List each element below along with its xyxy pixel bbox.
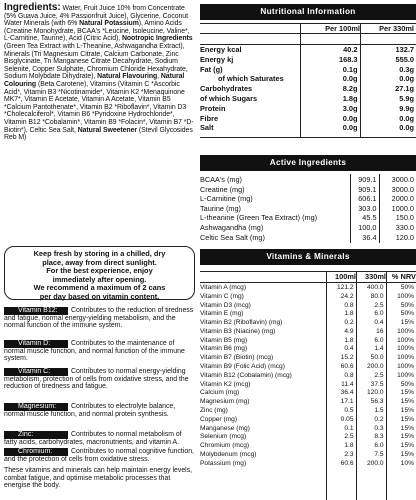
active-label: Taurine (mg) [200, 203, 241, 213]
vitamin-value-330ml: 50.0 [356, 354, 386, 363]
vitamin-row [200, 389, 416, 398]
vitamin-value-nrv: 15% [386, 425, 416, 434]
vitamin-value-100ml: 60.6 [326, 363, 356, 372]
vitamin-row [200, 328, 416, 337]
active-table [200, 175, 416, 242]
vitamin-label: Vitamin B12 (Cobalamin) (mcg) [200, 371, 292, 379]
vitamin-value-100ml: 60.6 [326, 460, 356, 469]
vitamin-value-nrv: 50% [386, 284, 416, 293]
nutrition-value-100ml: 8.2g [300, 84, 360, 94]
vitamin-value-100ml: 17.1 [326, 398, 356, 407]
claim-text: Contributes to the reduction of tiredness and fatigue, normal energy-yielding metabolism, and the normal function of the immune system. [4, 307, 194, 330]
active-label: L-Carnitine (mg) [200, 194, 253, 204]
storage-line: For the best experience, enjoy [46, 266, 153, 276]
storage-box [4, 246, 195, 300]
ingredients-heading: Ingredients: [4, 2, 61, 13]
claim-vitamin-d [4, 340, 196, 363]
nutrition-value-100ml: 0.0g [300, 74, 360, 84]
active-row [200, 223, 416, 233]
active-value-100ml: 45.5 [350, 213, 379, 223]
vitamin-value-nrv: 50% [386, 310, 416, 319]
vitamin-label: Vitamin B9 (Folic Acid) (mcg) [200, 363, 285, 371]
vitamin-label: Molybdenum (mcg) [200, 450, 257, 458]
ingredients-bold: Natural Potassium [79, 20, 139, 28]
active-value-100ml: 303.0 [350, 204, 379, 214]
claim-text: Contributes to normal energy-yielding metabolism, protection of cells from oxidative stress, and the reduction of tiredness and fatigue. [4, 368, 189, 391]
vitamin-value-330ml: 6.0 [356, 310, 386, 319]
nutrition-value-100ml: 1.8g [300, 94, 360, 104]
vitamin-value-100ml: 121.2 [326, 284, 356, 293]
active-value-330ml: 3000.0 [379, 185, 416, 195]
vitamin-value-nrv: 10% [386, 460, 416, 469]
nutrition-value-330ml: 27.1g [360, 84, 416, 94]
nutrition-row [200, 65, 416, 75]
active-label: Ashwagandha (mg) [200, 222, 264, 232]
nutrition-value-330ml: 0.3g [360, 65, 416, 75]
active-value-330ml: 3000.0 [379, 175, 416, 185]
claim-tag: Vitamin B12: [4, 307, 68, 315]
vitamin-value-nrv: 100% [386, 337, 416, 346]
vitamin-label: Copper (mg) [200, 415, 238, 423]
nutrition-label: Carbohydrates [200, 84, 253, 94]
vitamins-col-100ml: 100ml [335, 272, 356, 281]
vitamin-value-100ml: 0.5 [326, 407, 356, 416]
active-value-100ml: 909.1 [350, 175, 379, 185]
vitamin-value-330ml: 120.0 [356, 389, 386, 398]
nutrition-label: Protein [200, 103, 226, 113]
storage-line: place, away from direct sunlight. [42, 257, 157, 267]
vitamin-value-330ml: 200.0 [356, 460, 386, 469]
nutrition-label: of which Sugars [200, 93, 258, 103]
vitamin-label: Manganese (mg) [200, 424, 250, 432]
claim-text: Contributes to the maintenance of normal muscle function, and normal function of the immune system. [4, 340, 185, 363]
vitamin-row [200, 319, 416, 328]
vitamin-value-nrv: 100% [386, 328, 416, 337]
vitamin-row [200, 345, 416, 354]
vitamin-value-nrv: 50% [386, 381, 416, 390]
nutrition-label: Energy kcal [200, 45, 242, 54]
nutrition-value-330ml: 555.0 [360, 55, 416, 65]
claim-zinc [4, 431, 196, 446]
active-value-330ml: 1000.0 [379, 204, 416, 214]
vitamin-value-nrv: 100% [386, 372, 416, 381]
vitamin-value-330ml: 1.4 [356, 345, 386, 354]
nutrition-col-330ml: Per 330ml [379, 24, 414, 33]
ingredients-segment: (Green Tea Extract with L-Theanine, Ashwagandha Extract), Minerals (Tri Magnesium Citrate, Calcium Carbonate, Zinc Bisglycinate, Tri Manganese Citrate Decahydrate, Sodium Selenite, Copper Sulphate, Chromium Chloride Hexahydrate, Sodium Molybdate Dihydrate), [4, 42, 188, 81]
vitamin-value-nrv: 100% [386, 293, 416, 302]
vitamin-label: Vitamin B6 (mg) [200, 345, 248, 353]
active-row [200, 204, 416, 214]
vitamin-value-100ml: 0.4 [326, 345, 356, 354]
vitamin-value-330ml: 0.4 [356, 319, 386, 328]
active-row [200, 233, 416, 243]
nutrition-value-330ml: 0.0g [360, 114, 416, 124]
vitamin-value-330ml: 37.5 [356, 381, 386, 390]
vitamin-value-nrv: 15% [386, 407, 416, 416]
vitamin-value-330ml: 1.5 [356, 407, 386, 416]
vitamin-row [200, 416, 416, 425]
active-value-100ml: 36.4 [350, 233, 379, 243]
storage-line: We recommend a maximum of 2 cans [33, 283, 166, 293]
vitamin-row [200, 354, 416, 363]
vitamin-value-100ml: 11.4 [326, 381, 356, 390]
nutrition-col-100ml: Per 100ml [325, 24, 360, 33]
claim-magnesium [4, 403, 196, 418]
vitamin-value-100ml: 2.3 [326, 451, 356, 460]
vitamin-value-330ml: 7.5 [356, 451, 386, 460]
vitamin-value-100ml: 2.5 [326, 433, 356, 442]
nutrition-value-100ml: 0.1g [300, 65, 360, 75]
nutrition-header: Nutritional Information [200, 4, 416, 20]
vitamin-value-330ml: 56.3 [356, 398, 386, 407]
ingredients-bold: Nootropic Ingredients [121, 35, 193, 43]
vitamin-value-nrv: 50% [386, 302, 416, 311]
vitamins-col-330ml: 330ml [365, 272, 386, 281]
vitamin-value-100ml: 0.8 [326, 372, 356, 381]
vitamin-label: Vitamin K2 (mcg) [200, 380, 251, 388]
active-value-330ml: 150.0 [379, 213, 416, 223]
vitamin-value-330ml: 6.0 [356, 442, 386, 451]
vitamin-row [200, 425, 416, 434]
ingredients-segment: (Beta Carotene), Vitamins (Vitamin C *Ascorbic Acid*, Vitamin B3 *Nicotinamide*, Vitamin K2 *Menaquinone MK7*, Vitamin E Acetate, Vitamin A Acetate, Vitamin B5 *Calcium Pantothenate*, Vitamin B2 *Riboflavin*, Vitamin D3 *Cholecalciferol*, Vitamin B6 *Pyridoxine Hydrochloride*, Vitamin B12 *Cobalamin*, Vitamin B9 *Folacin*, Vitamin B7 *D-Biotin*), Celtic Sea Salt, [4, 80, 194, 134]
vitamin-value-330ml: 6.0 [356, 337, 386, 346]
ingredients-bold: Natural Flavouring [97, 73, 158, 81]
active-value-100ml: 909.1 [350, 185, 379, 195]
nutrition-row [200, 45, 416, 55]
vitamin-label: Vitamin B7 (Biotin) (mcg) [200, 354, 274, 362]
active-label: L-theanine (Green Tea Extract) (mg) [200, 213, 318, 223]
vitamin-value-100ml: 0.8 [326, 302, 356, 311]
active-row [200, 194, 416, 204]
nutrition-value-330ml: 132.7 [360, 45, 416, 55]
vitamin-value-nrv: 15% [386, 319, 416, 328]
nutrition-row [200, 55, 416, 65]
nutrition-row [200, 94, 416, 104]
vitamin-value-330ml: 8.3 [356, 433, 386, 442]
ingredients-bold: Natural Colouring [4, 73, 185, 88]
vitamin-value-330ml: 0.3 [356, 425, 386, 434]
vitamins-table [200, 284, 416, 468]
active-value-330ml: 2000.0 [379, 194, 416, 204]
ingredients-segment: (Stevil Glycosides Reb M) [4, 126, 193, 142]
nutrition-value-100ml: 0.0g [300, 114, 360, 124]
vitamins-header: Vitamins & Minerals [200, 249, 416, 265]
active-value-100ml: 100.0 [350, 223, 379, 233]
vitamin-value-330ml: 2.5 [356, 302, 386, 311]
claim-text: Contributes to normal cognitive function, and the protection of cells from oxidative stress. [4, 448, 194, 463]
vitamin-row [200, 293, 416, 302]
vitamin-value-100ml: 0.2 [326, 319, 356, 328]
vitamin-value-330ml: 0.2 [356, 416, 386, 425]
nutrition-row [200, 123, 416, 133]
nutrition-value-100ml: 0.0g [300, 123, 360, 133]
nutrition-label: Salt [200, 123, 214, 133]
nutrition-row [200, 114, 416, 124]
vitamin-row [200, 407, 416, 416]
vitamin-row [200, 460, 416, 469]
vitamin-row [200, 442, 416, 451]
vitamin-label: Vitamin B2 (Riboflavin) (mg) [200, 319, 283, 327]
ingredients-bold: Natural Sweetener [77, 126, 137, 134]
active-label: Celtic Sea Salt (mg) [200, 232, 265, 242]
vitamin-value-100ml: 36.4 [326, 389, 356, 398]
vitamin-label: Vitamin B3 (Niacine) (mg) [200, 327, 276, 335]
nutrition-label: Fat (g) [200, 64, 223, 74]
claim-tag: Zinc: [4, 431, 68, 439]
vitamin-value-100ml: 4.9 [326, 328, 356, 337]
active-value-330ml: 120.0 [379, 233, 416, 243]
ingredients-segment: , [157, 73, 161, 81]
vitamin-label: Vitamin B5 (mg) [200, 336, 248, 344]
vitamin-value-100ml: 15.2 [326, 354, 356, 363]
vitamin-row [200, 372, 416, 381]
vitamin-label: Magnesium (mg) [200, 398, 250, 406]
vitamin-value-nrv: 15% [386, 442, 416, 451]
active-value-100ml: 606.1 [350, 194, 379, 204]
active-label: BCAA's (mg) [200, 175, 242, 184]
nutrition-value-100ml: 3.0g [300, 104, 360, 114]
nutrition-value-100ml: 168.3 [300, 55, 360, 65]
vitamin-row [200, 381, 416, 390]
claim-tag: Vitamin D: [4, 340, 68, 348]
vitamin-value-330ml: 2.5 [356, 372, 386, 381]
vitamin-label: Vitamin C (mg) [200, 292, 244, 300]
vitamin-value-330ml: 200.0 [356, 363, 386, 372]
vitamin-value-100ml: 0.05 [326, 416, 356, 425]
vitamin-label: Chromium (mcg) [200, 442, 250, 450]
vitamin-row [200, 433, 416, 442]
active-row [200, 213, 416, 223]
claim-tag: Vitamin C: [4, 368, 68, 376]
vitamin-value-nrv: 15% [386, 398, 416, 407]
nutrition-row [200, 104, 416, 114]
storage-line: per day based on vitamin content. [39, 291, 160, 301]
nutrition-row [200, 74, 416, 84]
vitamin-row [200, 337, 416, 346]
claim-text: Contributes to normal metabolism of fatty acids, carbohydrates, macronutrients, and vitamin A. [4, 431, 182, 446]
ingredients-segment: Water, Fruit Juice 10% from Concentrate (5% Guava Juice, 4% Passionfruit Juice), Glycerine, Coconut Water Minerals (with 6% [4, 5, 188, 28]
claim-vitamin-c [4, 368, 196, 391]
nutrition-row [200, 84, 416, 94]
vitamin-row [200, 398, 416, 407]
claim-tag: Magnesium: [4, 403, 68, 411]
nutrition-value-330ml: 0.0g [360, 123, 416, 133]
vitamin-value-100ml: 1.8 [326, 337, 356, 346]
ingredients-text [4, 4, 195, 142]
footer-text: These vitamins and minerals can help maintain energy levels, combat fatigue, and optimise metabolic processes that energise the body. [4, 467, 193, 490]
vitamin-value-nrv: 100% [386, 345, 416, 354]
vitamin-value-330ml: 16 [356, 328, 386, 337]
claim-text: Contributes to electrolyte balance, normal muscle function, and normal protein synthesis. [4, 403, 176, 418]
vitamin-label: Vitamin D3 (mcg) [200, 301, 251, 309]
vitamin-value-100ml: 1.8 [326, 442, 356, 451]
vitamins-col-nrv: % NRV [391, 272, 416, 281]
ingredients-segment: ), Amino Acids (Creatine Monohydrate, BCAA's *Leucine, Isoleucine, Valine*, L-Carnitine, Taurine), Acid (Citric Acid), [4, 20, 190, 43]
nutrition-label: Energy kj [200, 54, 234, 64]
claim-chromium [4, 448, 196, 463]
vitamin-value-nrv: 100% [386, 354, 416, 363]
vitamin-value-100ml: 0.1 [326, 425, 356, 434]
vitamin-value-nrv: 15% [386, 389, 416, 398]
vitamin-row [200, 363, 416, 372]
vitamin-row [200, 302, 416, 311]
vitamin-label: Potassium (mg) [200, 459, 247, 467]
vitamin-row [200, 310, 416, 319]
active-row [200, 175, 416, 185]
nutrition-value-330ml: 5.9g [360, 94, 416, 104]
vitamin-value-nrv: 100% [386, 363, 416, 372]
nutrition-label: Fibre [200, 113, 219, 123]
nutrition-table [200, 45, 416, 133]
active-value-330ml: 330.0 [379, 223, 416, 233]
nutrition-value-330ml: 0.0g [360, 74, 416, 84]
claim-tag: Chromium: [4, 448, 68, 456]
vitamin-value-nrv: 15% [386, 451, 416, 460]
nutrition-value-330ml: 9.9g [360, 104, 416, 114]
vitamin-label: Vitamin E (mg) [200, 310, 244, 318]
active-header: Active Ingredients [200, 155, 416, 171]
vitamin-label: Vitamin A (mcg) [200, 284, 247, 291]
nutrition-value-100ml: 40.2 [300, 45, 360, 55]
vitamin-value-100ml: 1.8 [326, 310, 356, 319]
active-row [200, 185, 416, 195]
vitamin-label: Selenium (mcg) [200, 433, 247, 441]
vitamin-value-100ml: 24.2 [326, 293, 356, 302]
vitamin-label: Zinc (mg) [200, 406, 228, 414]
storage-line: Keep fresh by storing in a chilled, dry [33, 249, 166, 258]
vitamin-value-nrv: 15% [386, 416, 416, 425]
claim-vitamin-b12 [4, 307, 196, 330]
vitamin-row [200, 284, 416, 293]
vitamin-value-330ml: 80.0 [356, 293, 386, 302]
vitamin-row [200, 451, 416, 460]
vitamin-label: Calcium (mg) [200, 389, 240, 397]
vitamin-value-nrv: 15% [386, 433, 416, 442]
active-label: Creatine (mg) [200, 184, 245, 194]
storage-line: immediately after opening. [52, 274, 147, 284]
nutrition-label: of which Saturates [218, 74, 284, 84]
vitamin-value-330ml: 400.0 [356, 284, 386, 293]
